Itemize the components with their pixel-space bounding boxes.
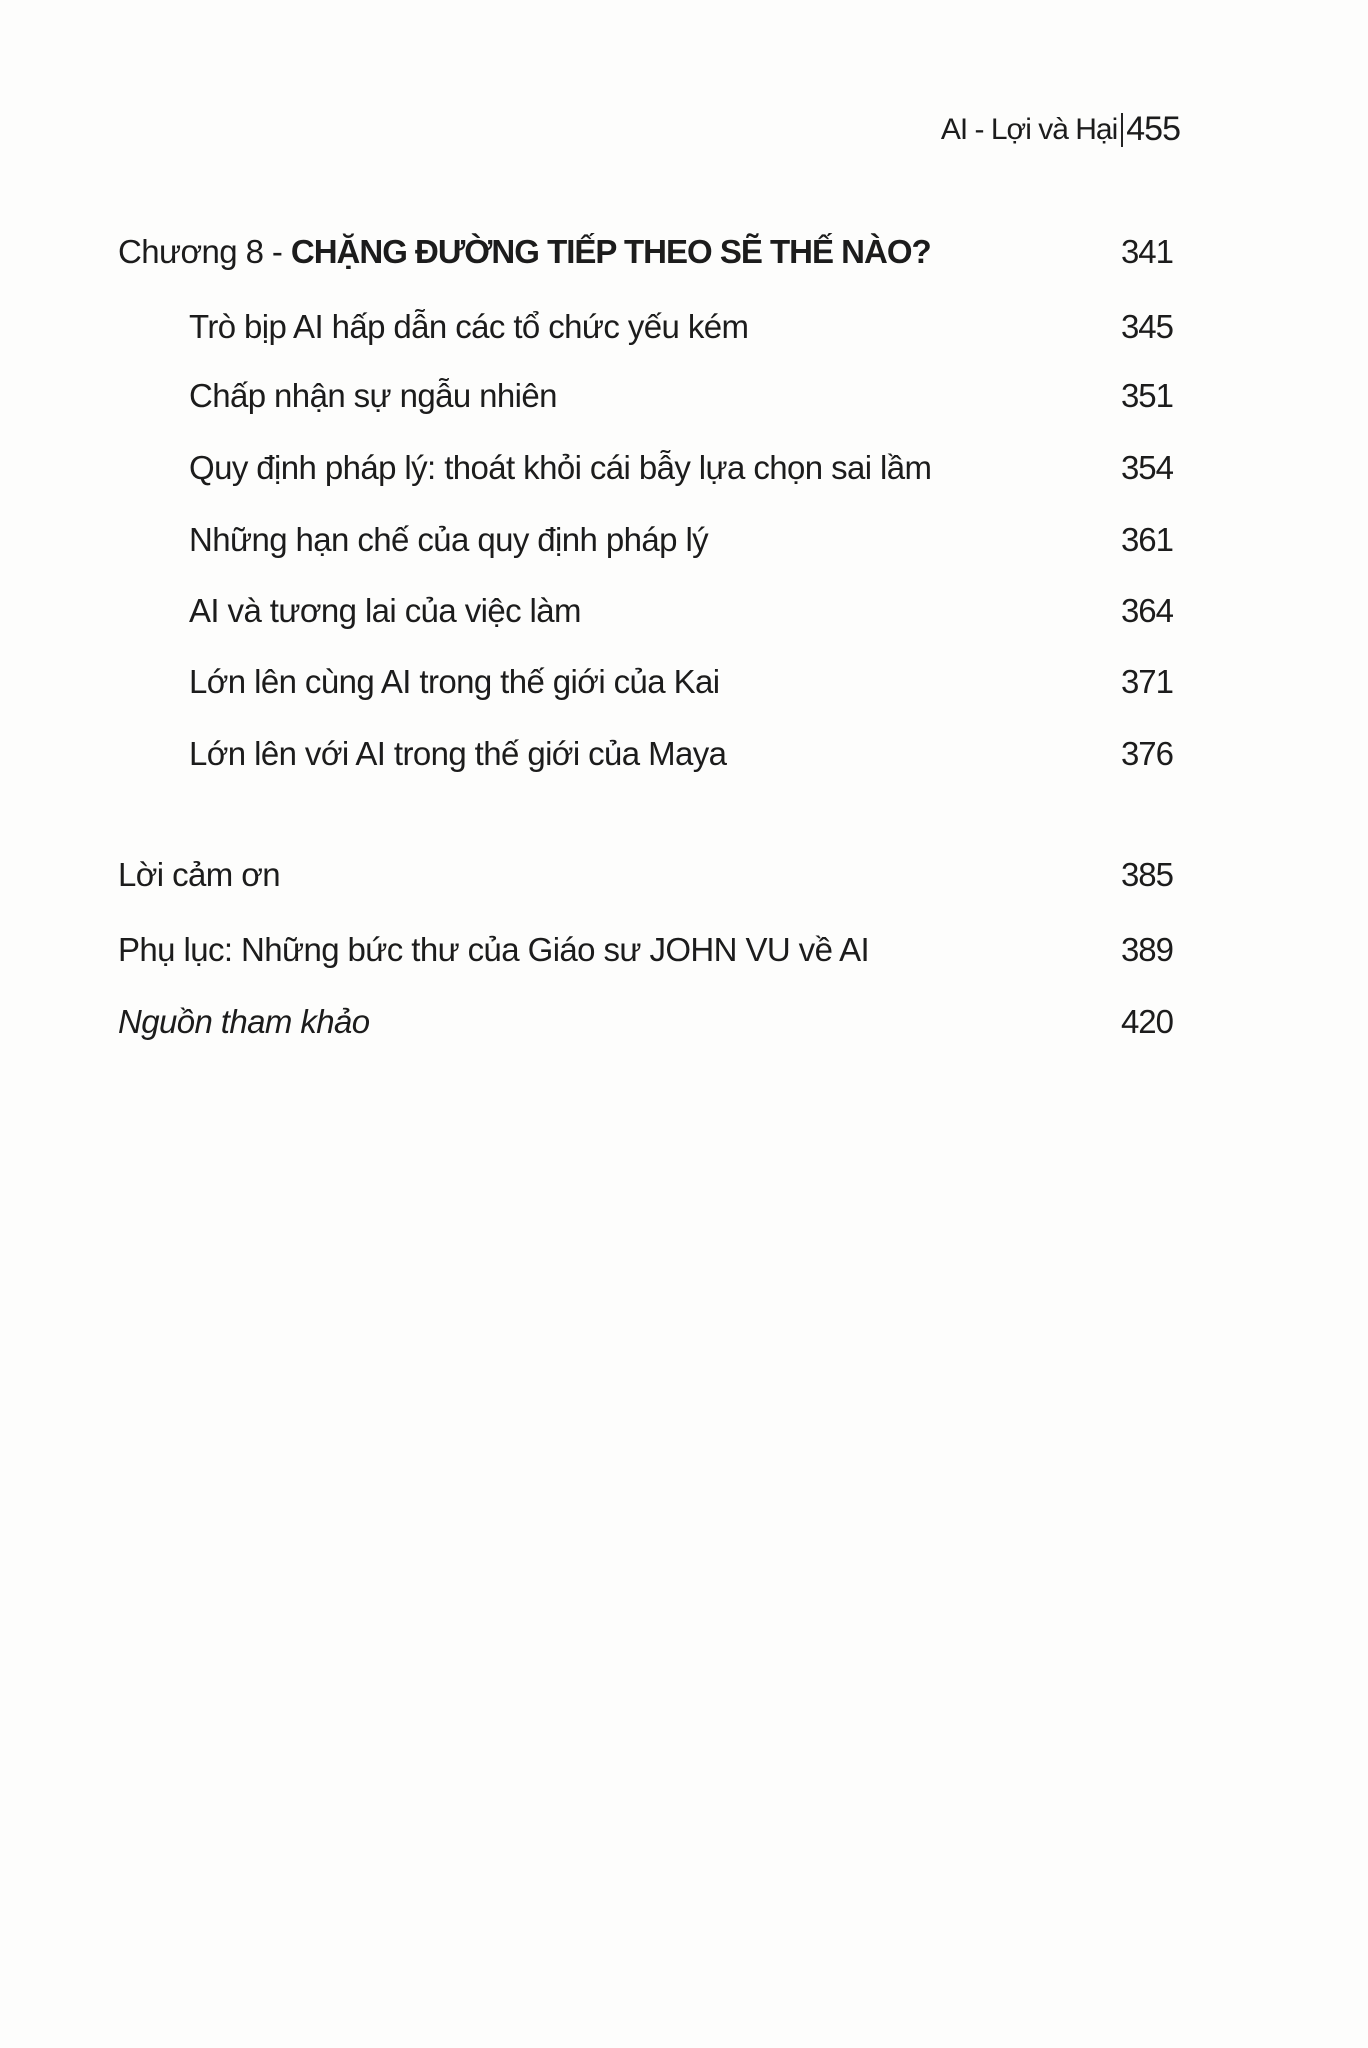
toc-page: 385 — [1120, 856, 1173, 893]
toc-chapter-8 — [118, 230, 1173, 274]
toc-entry — [189, 305, 1173, 349]
toc-page: 376 — [1120, 735, 1173, 772]
toc-title: Lời cảm ơn — [118, 856, 280, 893]
toc-page: 371 — [1120, 663, 1173, 700]
toc-entry — [189, 732, 1173, 776]
chapter-title: CHẶNG ĐƯỜNG TIẾP THEO SẼ THẾ NÀO? — [290, 233, 931, 270]
toc-entry — [189, 518, 1173, 562]
toc-title: Lớn lên cùng AI trong thế giới của Kai — [189, 663, 720, 700]
toc-page: 341 — [1120, 233, 1173, 270]
toc-page: 364 — [1120, 592, 1173, 629]
toc-title: Chấp nhận sự ngẫu nhiên — [189, 377, 557, 414]
toc-entry — [189, 374, 1173, 418]
toc-page: 354 — [1120, 449, 1173, 486]
toc-title: Những hạn chế của quy định pháp lý — [189, 521, 709, 558]
toc-page: 389 — [1120, 931, 1173, 968]
header-divider — [1121, 113, 1123, 147]
toc-title: AI và tương lai của việc làm — [189, 592, 581, 629]
toc-title: Lớn lên với AI trong thế giới của Maya — [189, 735, 727, 772]
toc-title: Phụ lục: Những bức thư của Giáo sư JOHN VU về AI — [118, 931, 870, 968]
toc-page: 361 — [1120, 521, 1173, 558]
toc-entry — [189, 660, 1173, 704]
toc-page: 420 — [1120, 1003, 1173, 1040]
toc-references — [118, 1000, 1173, 1044]
toc-title: Trò bịp AI hấp dẫn các tổ chức yếu kém — [189, 308, 749, 345]
toc-appendix — [118, 928, 1173, 972]
toc-entry — [189, 589, 1173, 633]
book-title: AI - Lợi và Hại — [940, 112, 1118, 146]
running-header — [941, 110, 1180, 149]
toc-acknowledgements — [118, 853, 1173, 897]
toc-page: 351 — [1120, 377, 1173, 414]
toc-title: Nguồn tham khảo — [118, 1003, 370, 1040]
chapter-prefix: Chương 8 - — [118, 233, 291, 270]
toc-title: Quy định pháp lý: thoát khỏi cái bẫy lựa chọn sai lầm — [189, 449, 932, 486]
toc-entry — [189, 446, 1173, 490]
page-number: 455 — [1126, 110, 1180, 148]
toc-page: 345 — [1120, 308, 1173, 345]
